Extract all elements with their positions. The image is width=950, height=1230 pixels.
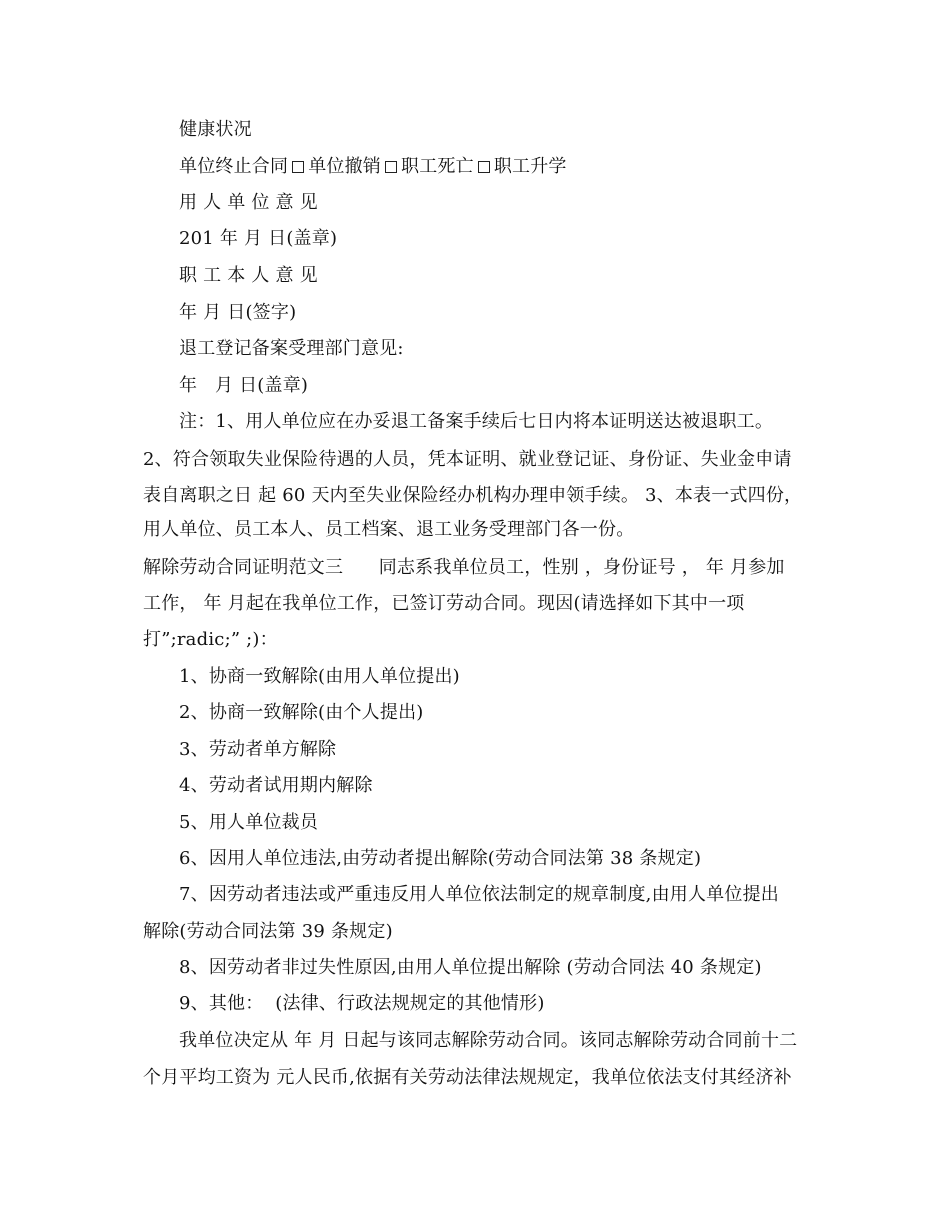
option-item-6: 6、因用人单位违法,由劳动者提出解除(劳动合同法第 38 条规定) — [179, 848, 702, 869]
option-item-2: 2、协商一致解除(由个人提出) — [179, 702, 424, 723]
option-item-4: 4、劳动者试用期内解除 — [179, 775, 373, 796]
option-item-7-cont: 解除(劳动合同法第 39 条规定) — [143, 921, 393, 942]
reason-label-4: 职工升学 — [493, 156, 567, 177]
checkbox-icon — [385, 161, 397, 173]
employer-date-seal: 201 年 月 日(盖章) — [179, 228, 338, 249]
checkbox-icon — [292, 161, 304, 173]
note-line-4: 用人单位、员工本人、员工档案、退工业务受理部门各一份。 — [143, 519, 635, 540]
employee-date-sign: 年 月 日(签字) — [179, 302, 297, 323]
decision-line-1: 我单位决定从 年 月 日起与该同志解除劳动合同。该同志解除劳动合同前十二 — [179, 1030, 798, 1051]
note-line-2: 2、符合领取失业保险待遇的人员，凭本证明、就业登记证、身份证、失业金申请 — [143, 449, 792, 470]
option-item-9: 9、其他： (法律、行政法规规定的其他情形) — [179, 993, 545, 1014]
section3-line-2: 工作， 年 月起在我单位工作，已签订劳动合同。现因(请选择如下其中一项 — [143, 593, 745, 614]
option-item-5: 5、用人单位裁员 — [179, 812, 319, 833]
reason-label-1: 单位终止合同 — [179, 156, 289, 177]
dept-date-seal: 年 月 日(盖章) — [179, 375, 309, 396]
reason-label-3: 职工死亡 — [401, 156, 474, 177]
option-item-3: 3、劳动者单方解除 — [179, 739, 337, 760]
employer-opinion-label: 用 人 单 位 意 见 — [179, 192, 318, 213]
section3-line-1: 解除劳动合同证明范文三 同志系我单位员工，性别 ，身份证号 ， 年 月参加 — [143, 557, 785, 578]
health-status-label: 健康状况 — [179, 119, 252, 140]
option-item-8: 8、因劳动者非过失性原因,由用人单位提出解除 (劳动合同法 40 条规定) — [179, 957, 762, 978]
section3-line-3: 打”;radic;” ;)： — [143, 629, 278, 650]
employee-opinion-label: 职 工 本 人 意 见 — [179, 265, 318, 286]
option-item-1: 1、协商一致解除(由用人单位提出) — [179, 666, 460, 687]
note-line-3: 表自离职之日 起 60 天内至失业保险经办机构办理申领手续。 3、本表一式四份， — [143, 485, 803, 506]
reason-label-2: 单位撤销 — [308, 156, 382, 177]
decision-line-2: 个月平均工资为 元人民币,依据有关劳动法律法规规定，我单位依法支付其经济补 — [143, 1067, 792, 1088]
note-line-1: 注：1、用人单位应在办妥退工备案手续后七日内将本证明送达被退职工。 — [179, 411, 774, 432]
dept-opinion-label: 退工登记备案受理部门意见: — [179, 338, 404, 359]
termination-reason-row — [179, 155, 567, 179]
option-item-7: 7、因劳动者违法或严重违反用人单位依法制定的规章制度,由用人单位提出 — [179, 884, 779, 905]
checkbox-icon — [478, 161, 490, 173]
